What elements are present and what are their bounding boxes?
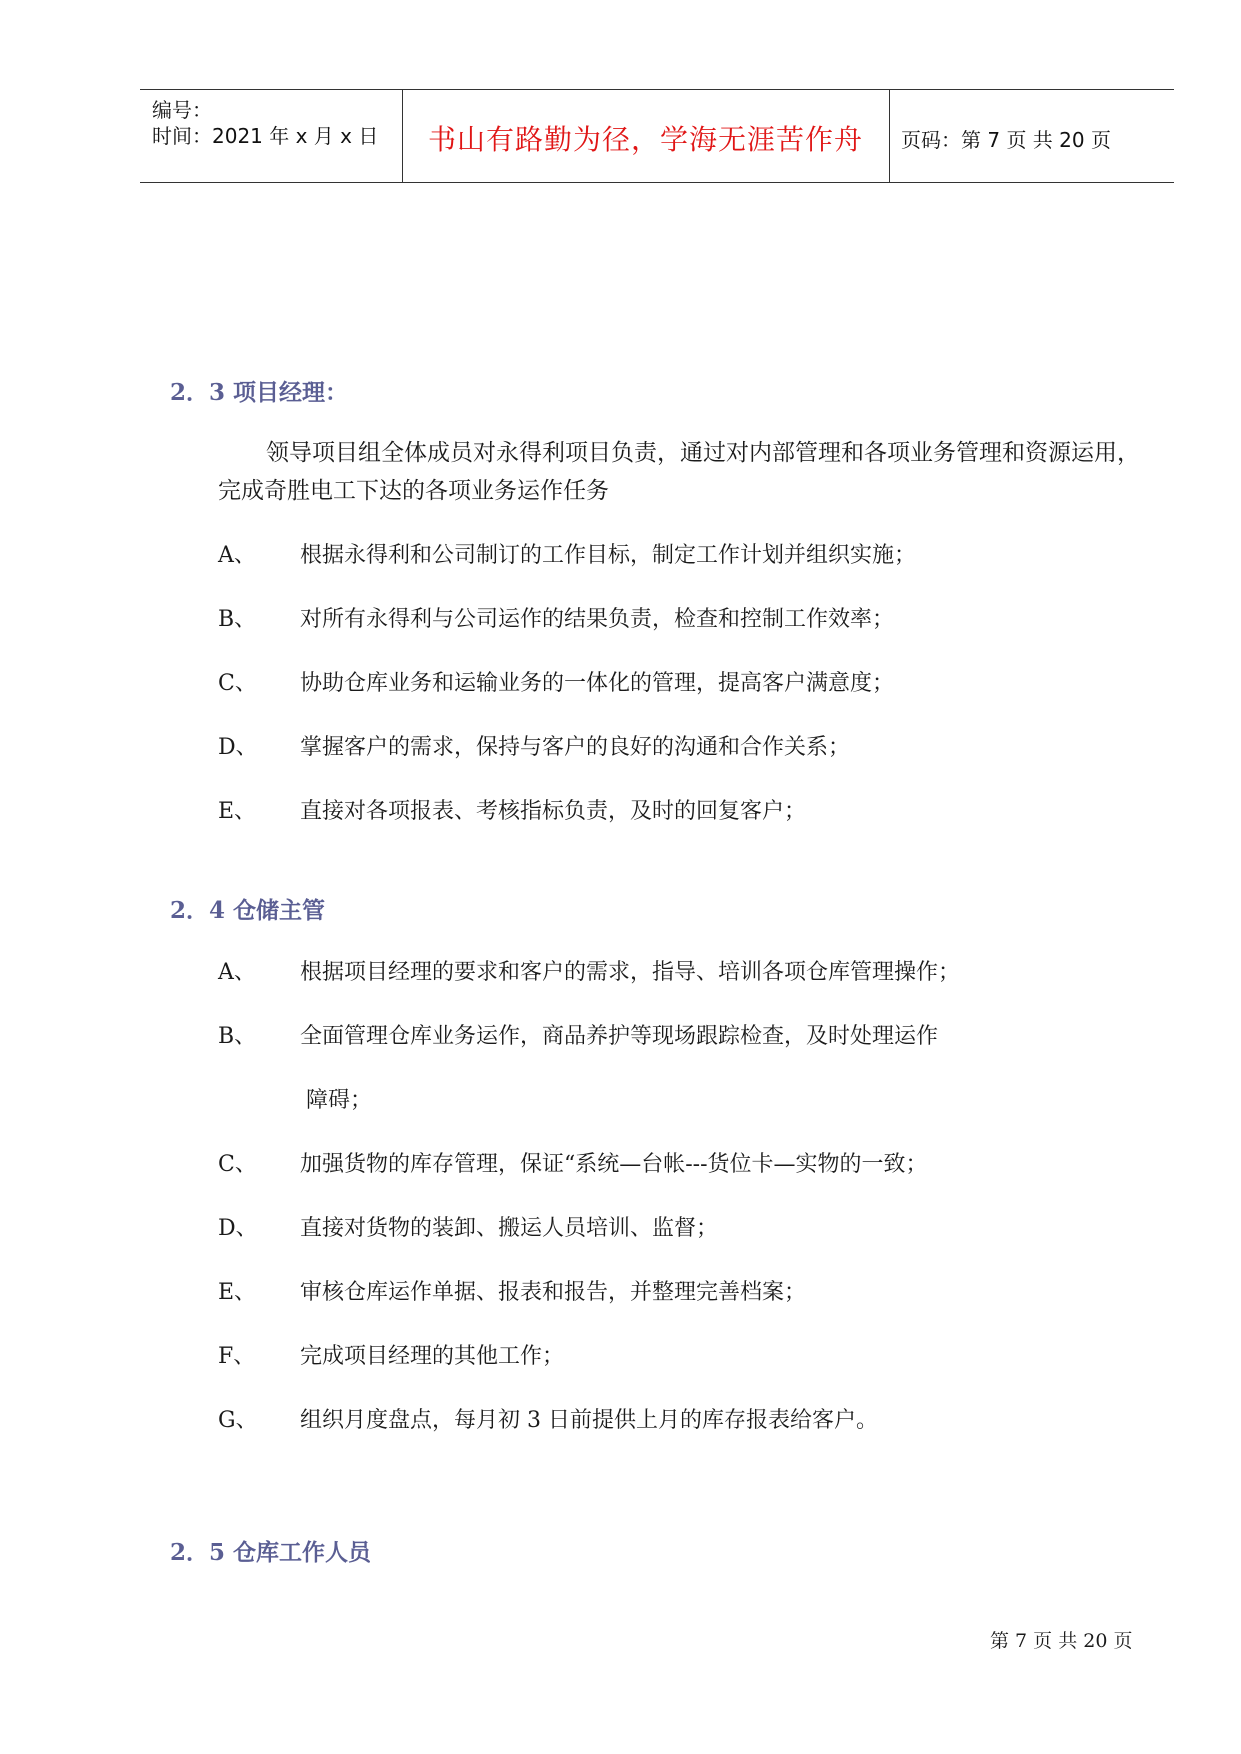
list-marker: A、 [218, 543, 256, 568]
section-title-project-manager: 2．3 项目经理： [170, 379, 349, 406]
list-item-text: 根据永得利和公司制订的工作目标，制定工作计划并组织实施； [300, 543, 917, 568]
page-footer: 第 7 页 共 20 页 [990, 1630, 1133, 1652]
motto: 书山有路勤为径，学海无涯苦作舟 [427, 123, 863, 156]
header-motto-cell [402, 90, 890, 182]
list-item-text: 完成项目经理的其他工作； [300, 1344, 565, 1369]
section-title-warehouse-staff: 2．5 仓库工作人员 [170, 1539, 372, 1566]
list-item-text: 直接对货物的装卸、搬运人员培训、监督； [300, 1216, 719, 1241]
list-marker: D、 [218, 1216, 258, 1241]
page-header [140, 89, 1174, 183]
list-item-text: 掌握客户的需求，保持与客户的良好的沟通和合作关系； [300, 735, 851, 760]
list-marker: E、 [218, 799, 257, 824]
list-marker: E、 [218, 1280, 257, 1305]
list-item-text: 直接对各项报表、考核指标负责，及时的回复客户； [300, 799, 807, 824]
list-marker: A、 [218, 960, 256, 985]
list-marker: F、 [218, 1344, 256, 1369]
document-number: 编号： [152, 98, 212, 122]
list-item-text: 全面管理仓库业务运作，商品养护等现场跟踪检查，及时处理运作 [300, 1024, 939, 1049]
list-marker: B、 [218, 607, 257, 632]
header-page-info: 页码：第 7 页 共 20 页 [901, 128, 1111, 152]
list-marker: C、 [218, 1152, 257, 1177]
section-intro: 领导项目组全体成员对永得利项目负责，通过对内部管理和各项业务管理和资源运用，完成奇胜电工下达的各项业务运作任务 [218, 440, 1140, 504]
list-marker: D、 [218, 735, 258, 760]
list-marker: C、 [218, 671, 257, 696]
list-item-text: 加强货物的库存管理，保证“系统—台帐---货位卡—实物的一致； [300, 1152, 928, 1177]
list-item-text: 根据项目经理的要求和客户的需求，指导、培训各项仓库管理操作； [300, 960, 961, 985]
list-item-continuation-text: 障碍； [306, 1088, 373, 1113]
header-left-cell [140, 90, 403, 182]
list-item-text: 对所有永得利与公司运作的结果负责，检查和控制工作效率； [300, 607, 895, 632]
document-date: 时间：2021 年 x 月 x 日 [152, 124, 379, 148]
list-marker: B、 [218, 1024, 257, 1049]
header-right-cell [889, 90, 1174, 182]
list-item-text: 协助仓库业务和运输业务的一体化的管理，提高客户满意度； [300, 671, 895, 696]
section-title-warehouse-supervisor: 2．4 仓储主管 [170, 897, 326, 924]
list-item-text: 组织月度盘点，每月初 3 日前提供上月的库存报表给客户。 [300, 1408, 878, 1433]
list-item-text: 审核仓库运作单据、报表和报告，并整理完善档案； [300, 1280, 807, 1305]
list-marker: G、 [218, 1408, 258, 1433]
